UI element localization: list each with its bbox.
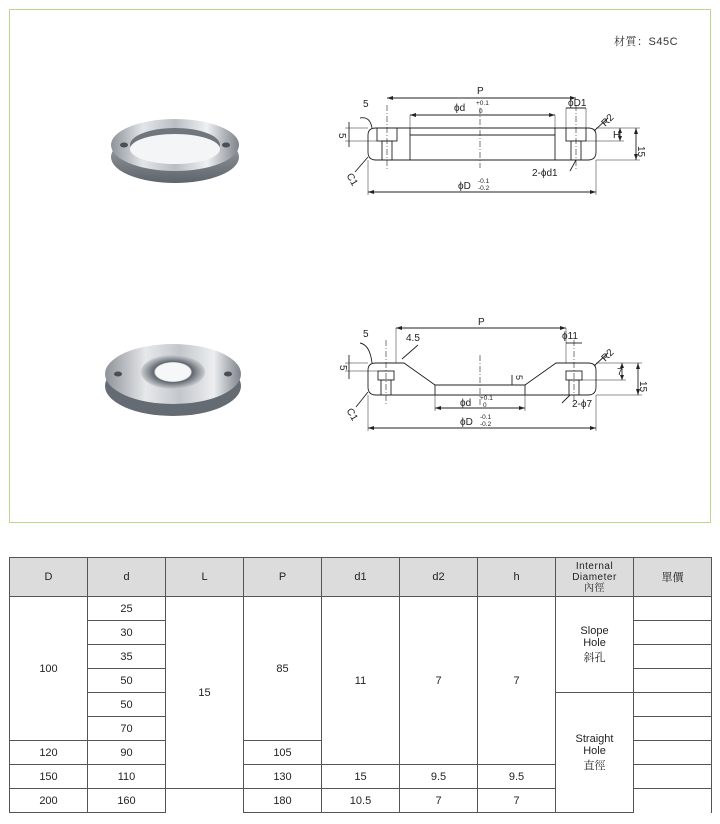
header-D: D — [10, 558, 88, 597]
cell-straight-hole: Straight Hole 直徑 — [556, 693, 634, 813]
d1-R2-label: R2 — [599, 112, 617, 130]
cell-d2: 9.5 — [400, 765, 478, 789]
cell-d: 25 — [88, 597, 166, 621]
cell-d1: 10.5 — [322, 789, 400, 813]
cell-h: 9.5 — [478, 765, 556, 789]
cell-P: 130 — [244, 765, 322, 789]
d2-P-label: P — [478, 317, 485, 328]
material-label: 材質：S45C — [614, 36, 679, 48]
cell-internal-blank — [634, 789, 712, 813]
cell-price — [634, 765, 712, 789]
header-d2: d2 — [400, 558, 478, 597]
cell-P: 85 — [244, 597, 322, 741]
header-price: 單價 — [634, 558, 712, 597]
cell-d: 70 — [88, 717, 166, 741]
header-internal-diameter: Internal Diameter 內徑 — [556, 558, 634, 597]
d1-5-top-label: 5 — [363, 99, 369, 110]
header-P: P — [244, 558, 322, 597]
svg-text:-0.2: -0.2 — [478, 185, 490, 192]
cell-price — [634, 645, 712, 669]
cell-d: 110 — [88, 765, 166, 789]
d2-5-mid-label: 5 — [514, 375, 524, 381]
table-row — [10, 597, 712, 621]
d2-R2-label: R2 — [599, 347, 617, 365]
cell-D: 150 — [10, 765, 88, 789]
svg-text:+0.1: +0.1 — [480, 395, 493, 402]
svg-text:-0.1: -0.1 — [478, 178, 490, 185]
cell-d1: 11 — [322, 597, 400, 765]
d2-5-side-label: 5 — [337, 365, 348, 371]
cell-d: 35 — [88, 645, 166, 669]
cell-d: 30 — [88, 621, 166, 645]
d1-phi-D1-label: ϕD1 — [568, 98, 587, 109]
cell-price — [634, 693, 712, 717]
svg-text:-0.2: -0.2 — [480, 421, 492, 428]
d1-C1-label: C1 — [343, 171, 360, 189]
straight-hole-ring-photo — [100, 95, 250, 195]
cell-L-blank — [166, 789, 244, 813]
spec-table — [9, 557, 712, 813]
header-h: h — [478, 558, 556, 597]
cell-price — [634, 621, 712, 645]
cell-price — [634, 741, 712, 765]
cell-price — [634, 669, 712, 693]
cell-d2: 7 — [400, 789, 478, 813]
cell-d2: 7 — [400, 597, 478, 765]
cell-D: 120 — [10, 741, 88, 765]
cell-slope-hole: Slope Hole 斜孔 — [556, 597, 634, 693]
d1-H-label: H — [613, 130, 621, 141]
svg-text:+0.1: +0.1 — [476, 100, 489, 107]
cell-D: 100 — [10, 597, 88, 741]
cell-h: 7 — [478, 597, 556, 765]
d1-5-side-label: 5 — [336, 133, 347, 139]
d2-2-phi7-label: 2-ϕ7 — [572, 399, 593, 410]
cell-d1: 15 — [322, 765, 400, 789]
d2-4.5-label: 4.5 — [406, 333, 420, 344]
svg-text:0: 0 — [479, 108, 483, 115]
d2-phi-D-label: ϕD — [460, 417, 473, 428]
svg-text:0: 0 — [483, 402, 487, 409]
d1-15-label: 15 — [635, 146, 646, 158]
cell-P: 105 — [244, 741, 322, 765]
cell-price — [634, 717, 712, 741]
straight-hole-cross-section-drawing — [330, 80, 650, 205]
cell-h: 7 — [478, 789, 556, 813]
header-d1: d1 — [322, 558, 400, 597]
cell-price — [634, 597, 712, 621]
slope-hole-cross-section-drawing — [330, 315, 650, 440]
d1-phi-D-label: ϕD — [458, 181, 471, 192]
cell-d: 90 — [88, 741, 166, 765]
d2-7-label: 7 — [617, 367, 623, 378]
d2-C1-label: C1 — [343, 406, 360, 424]
svg-text:-0.1: -0.1 — [480, 414, 492, 421]
cell-D: 200 — [10, 789, 88, 813]
d2-15-label: 15 — [637, 381, 648, 393]
cell-d: 160 — [88, 789, 166, 813]
table-header-row — [10, 558, 712, 597]
d2-phi11-label: ϕ11 — [562, 331, 578, 342]
cell-L: 15 — [166, 597, 244, 789]
d2-phi-d-label: ϕd — [460, 398, 472, 409]
d1-2-phi-d1-label: 2-ϕd1 — [532, 168, 558, 179]
header-L: L — [166, 558, 244, 597]
d1-phi-d-label: ϕd — [454, 103, 466, 114]
header-d: d — [88, 558, 166, 597]
cell-d: 50 — [88, 669, 166, 693]
d2-5-top-label: 5 — [363, 329, 369, 340]
d1-P-label: P — [477, 86, 484, 97]
slope-hole-ring-photo — [98, 328, 248, 428]
cell-P: 180 — [244, 789, 322, 813]
cell-d: 50 — [88, 693, 166, 717]
